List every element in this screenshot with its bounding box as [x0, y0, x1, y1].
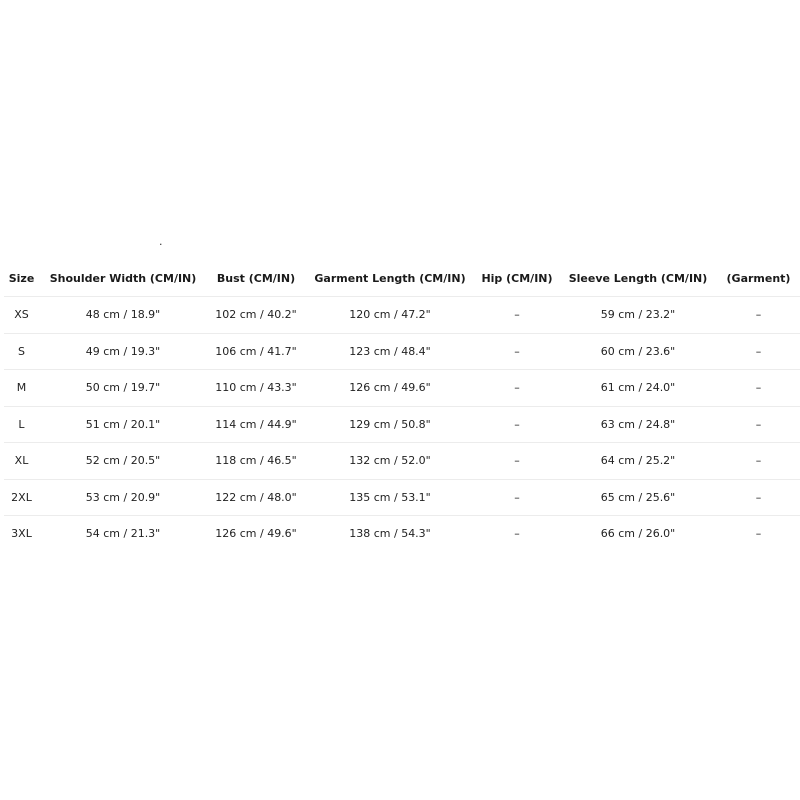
cell-garment: – — [717, 333, 800, 370]
header-hip: Hip (CM/IN) — [475, 261, 559, 297]
cell-size: L — [4, 406, 39, 443]
cell-shoulder-width: 54 cm / 21.3" — [85, 527, 161, 541]
cell-garment-length: 138 cm / 54.3" — [349, 527, 431, 541]
cell-bust: 122 cm / 48.0" — [207, 479, 305, 516]
cell-size: S — [4, 333, 39, 370]
cell-bust: 106 cm / 41.7" — [207, 333, 305, 370]
cell-shoulder-width: 51 cm / 20.1" — [39, 406, 207, 443]
cell-garment: – — [717, 406, 800, 443]
cell-bust: 102 cm / 40.2" — [207, 297, 305, 334]
cell-garment: – — [717, 297, 800, 334]
cell-hip: – — [475, 479, 559, 516]
cell-shoulder-width: 49 cm / 19.3" — [39, 333, 207, 370]
cell-size: XS — [4, 297, 39, 334]
header-garment: (Garment) — [717, 261, 800, 297]
cell-shoulder-width: 50 cm / 19.7" — [39, 370, 207, 407]
cell-garment: – — [717, 370, 800, 407]
header-row — [4, 261, 800, 297]
table-row — [4, 443, 800, 480]
size-chart-table — [4, 261, 800, 552]
cell-shoulder-width: 48 cm / 18.9" — [39, 297, 207, 334]
cell-bust: 114 cm / 44.9" — [207, 406, 305, 443]
table-row — [4, 333, 800, 370]
header-sleeve-length: Sleeve Length (CM/IN) — [559, 261, 717, 297]
cell-sleeve-length: 59 cm / 23.2" — [559, 297, 717, 334]
cell-hip: – — [514, 527, 520, 541]
cell-bust: 110 cm / 43.3" — [207, 370, 305, 407]
cell-hip: – — [475, 443, 559, 480]
cell-garment-length: 123 cm / 48.4" — [305, 333, 475, 370]
table-row — [4, 406, 800, 443]
stray-dot: . — [159, 235, 163, 248]
cell-hip: – — [475, 370, 559, 407]
cell-sleeve-length: 66 cm / 26.0" — [600, 527, 676, 541]
cell-size: 3XL — [11, 527, 32, 541]
cell-shoulder-width: 52 cm / 20.5" — [39, 443, 207, 480]
cell-garment-length: 129 cm / 50.8" — [305, 406, 475, 443]
cell-sleeve-length: 61 cm / 24.0" — [559, 370, 717, 407]
cell-hip: – — [475, 333, 559, 370]
cell-garment-length: 120 cm / 47.2" — [305, 297, 475, 334]
header-shoulder-width: Shoulder Width (CM/IN) — [39, 261, 207, 297]
cell-bust: 118 cm / 46.5" — [207, 443, 305, 480]
cell-size: XL — [4, 443, 39, 480]
cell-garment: – — [717, 479, 800, 516]
cell-sleeve-length: 65 cm / 25.6" — [559, 479, 717, 516]
table-row — [4, 479, 800, 516]
cell-hip: – — [475, 406, 559, 443]
table-row — [4, 297, 800, 334]
cell-shoulder-width: 53 cm / 20.9" — [39, 479, 207, 516]
cell-garment-length: 135 cm / 53.1" — [305, 479, 475, 516]
cell-size: M — [4, 370, 39, 407]
cell-size: 2XL — [4, 479, 39, 516]
cell-garment: – — [755, 527, 762, 541]
cell-bust: 126 cm / 49.6" — [215, 527, 297, 541]
table-row — [4, 516, 800, 552]
cell-garment: – — [717, 443, 800, 480]
header-bust: Bust (CM/IN) — [207, 261, 305, 297]
cell-garment-length: 126 cm / 49.6" — [305, 370, 475, 407]
header-garment-length: Garment Length (CM/IN) — [305, 261, 475, 297]
cell-sleeve-length: 63 cm / 24.8" — [559, 406, 717, 443]
cell-sleeve-length: 60 cm / 23.6" — [559, 333, 717, 370]
table-row — [4, 370, 800, 407]
cell-sleeve-length: 64 cm / 25.2" — [559, 443, 717, 480]
cell-garment-length: 132 cm / 52.0" — [305, 443, 475, 480]
cell-hip: – — [475, 297, 559, 334]
header-size: Size — [4, 261, 39, 297]
